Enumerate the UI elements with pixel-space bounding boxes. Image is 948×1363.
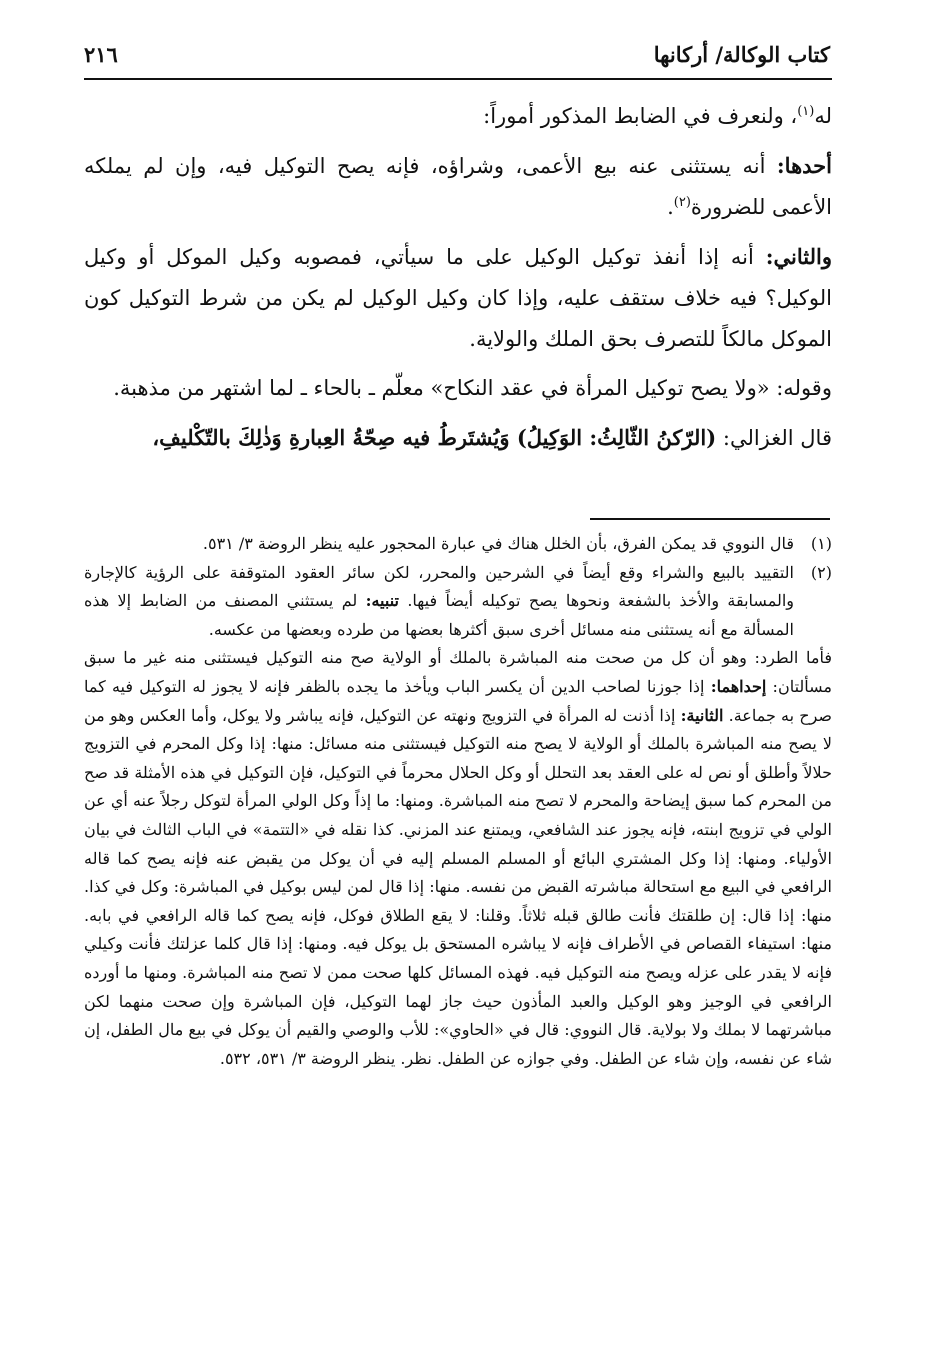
fn2c-text-b: إذا جوزنا لصاحب الدين أن يكسر الباب ويأخذ ما يجده بالظفر فإنه لا يجوز له التوكيل فيه كما صرح به جماعة.	[84, 676, 833, 725]
page-number: ٢١٦	[84, 42, 118, 67]
paragraph-1	[84, 96, 832, 137]
fn2-label-a: تنبيه:	[365, 591, 399, 611]
paragraph-4	[84, 368, 832, 409]
footnote-1	[84, 530, 832, 559]
fn2c-label-b: الثانية:	[680, 705, 724, 725]
footnote-2-text	[84, 559, 794, 645]
footnote-divider	[590, 518, 830, 520]
header-divider	[84, 78, 832, 80]
page-header	[84, 38, 830, 74]
footnotes	[84, 530, 832, 1073]
p5-quote: (الرّكنُ الثّالِثُ: الوَكِيلُ) وَيُشتَرطُ فيه صِحّةُ العِبارةِ وَذٰلِكَ بالتّكْليفِ،	[152, 425, 717, 450]
paragraph-5	[84, 417, 832, 459]
footnote-2-number: (٢)	[810, 562, 832, 582]
p3-text: أنه إذا أنفذ توكيل الوكيل على ما سيأتي، فمصوبه وكيل الموكل أو وكيل الوكيل؟ فيه خلاف ستقف عليه، وإذا كان وكيل الوكيل لم يكن من شرط التوكيل كون الموكل مالكاً للتصرف بحق الملك والولاية.	[84, 245, 832, 351]
fn2c-text-c: إذا أذنت له المرأة في التزويج ونهته عن التوكيل، فإنه يباشر ولا يوكل، وأما العكس وهو من لا يصح منه المباشرة بالملك أو الولاية لا يصح منه التوكيل فيستثنى منه مسائل: منها: إذا وكل المحرم في التزويج حلالاً وأطلق أو نص له على العقد بعد التحلل أو وكل الحلال محرماً في التوكيل، فإن التوكيل في هذه الأمثلة قد صح من المحرم كما سبق إيضاحة والمحرم لا تصح منه المباشرة. ومنها: ما إذاً وكل الولي المرأة لتوكل رجلاً عنه أي عن الولي في تزويج ابنته، فإنه يجوز عند الشافعي، ويمتنع عند المزني. كذا نقله في «التتمة» في الباب الثالث في بيان الأولياء. ومنها: إذا وكل المشتري البائع أو المسلم المسلم إليه في أن يوكل من يقبض عنه فإنه يصح كما قاله الرافعي في البيع مع استحالة مباشرته القبض من نفسه. منها: إذا قال لمن ليس بوكيل في المباشرة: وكل في كذا. منها: إذا قال: إن طلقتك فأنت طالق قبله ثلاثاً. وقلنا: لا يقع الطلاق فوكل، فإنه يصح كما قاله الرافعي في بابه. منها: استيفاء القصاص في الأطراف فإنه لا يباشره المستحق بل يوكل فيه. ومنها: إذا قال كلما عزلتك فأنت وكيلي فإنه لا يقدر على عزله ويصح منه التوكيل فيه. فهذه المسائل كلها صحت ممن لا تصح منه المباشرة. ومنها ما أورده الرافعي في الوجيز وهو الوكيل والعبد المأذون حيث جاز لهما التوكيل، فإن المباشرة وإن صحت منهما لكن مباشرتهما لا بملك ولا بولاية. قال النووي: قال في «الحاوي»: للأب والوصي والقيم أن يوكل في بيع مال الطفل، إن شاء عن نفسه، وإن شاء عن الطفل. وفي جوازه عن الطفل. نظر. ينظر الروضة ٣/ ٥٣١، ٥٣٢.	[84, 705, 833, 1068]
fn2-text-a: التقييد بالبيع والشراء وقع أيضاً في الشرحين والمحرر، لكن سائر العقود المتوقفة على الرؤية كالإجارة والمسابقة والأخذ بالشفعة ونحوها يصح توكيله أيضاً فيها.	[84, 562, 794, 611]
p1-text: له	[814, 104, 832, 128]
p2-text: أنه يستثنى عنه بيع الأعمى، وشراؤه، فإنه يصح التوكيل فيه، وإن لم يملكه الأعمى للضرورة	[84, 154, 832, 219]
running-title: كتاب الوكالة/ أركانها	[653, 42, 830, 67]
footnote-1-number: (١)	[810, 534, 832, 553]
footnote-1-text: قال النووي قد يمكن الفرق، بأن الخلل هناك في عبارة المحجور عليه ينظر الروضة ٣/ ٥٣١.	[202, 534, 794, 553]
fn2-text-b: لم يستثني المصنف من الضابط إلا هذه المسألة مع أنه يستثنى منه مسائل أخرى سبق أكثرها بعضها من طرده وبعضها من عكسه.	[84, 591, 794, 639]
p1-rest: ، ولنعرف في الضابط المذكور أموراً:	[483, 104, 798, 128]
p3-lead: والثاني:	[765, 244, 832, 269]
paragraph-3	[84, 236, 832, 360]
footnote-2-continuation	[84, 644, 832, 1073]
footnote-2	[84, 559, 832, 645]
fn2c-text-a: فأما الطرد: وهو أن كل من صحت منه المباشرة بالملك أو الولاية صح منه التوكيل فيستثنى منه غير ما سبق مسألتان:	[84, 648, 832, 696]
p4-text: وقوله: «ولا يصح توكيل المرأة في عقد النكاح» معلّم ـ بالحاء ـ لما اشتهر من مذهبة.	[113, 376, 832, 400]
p2-lead: أحدها:	[776, 153, 832, 178]
footnote-ref-1: (١)	[797, 104, 815, 119]
fn2c-label-a: إحداهما:	[710, 676, 767, 696]
p5-lead: قال الغزالي:	[716, 426, 832, 450]
footnote-ref-2: (٢)	[673, 195, 691, 210]
paragraph-2	[84, 145, 832, 228]
main-text	[84, 96, 832, 467]
p2-end: .	[667, 195, 674, 219]
